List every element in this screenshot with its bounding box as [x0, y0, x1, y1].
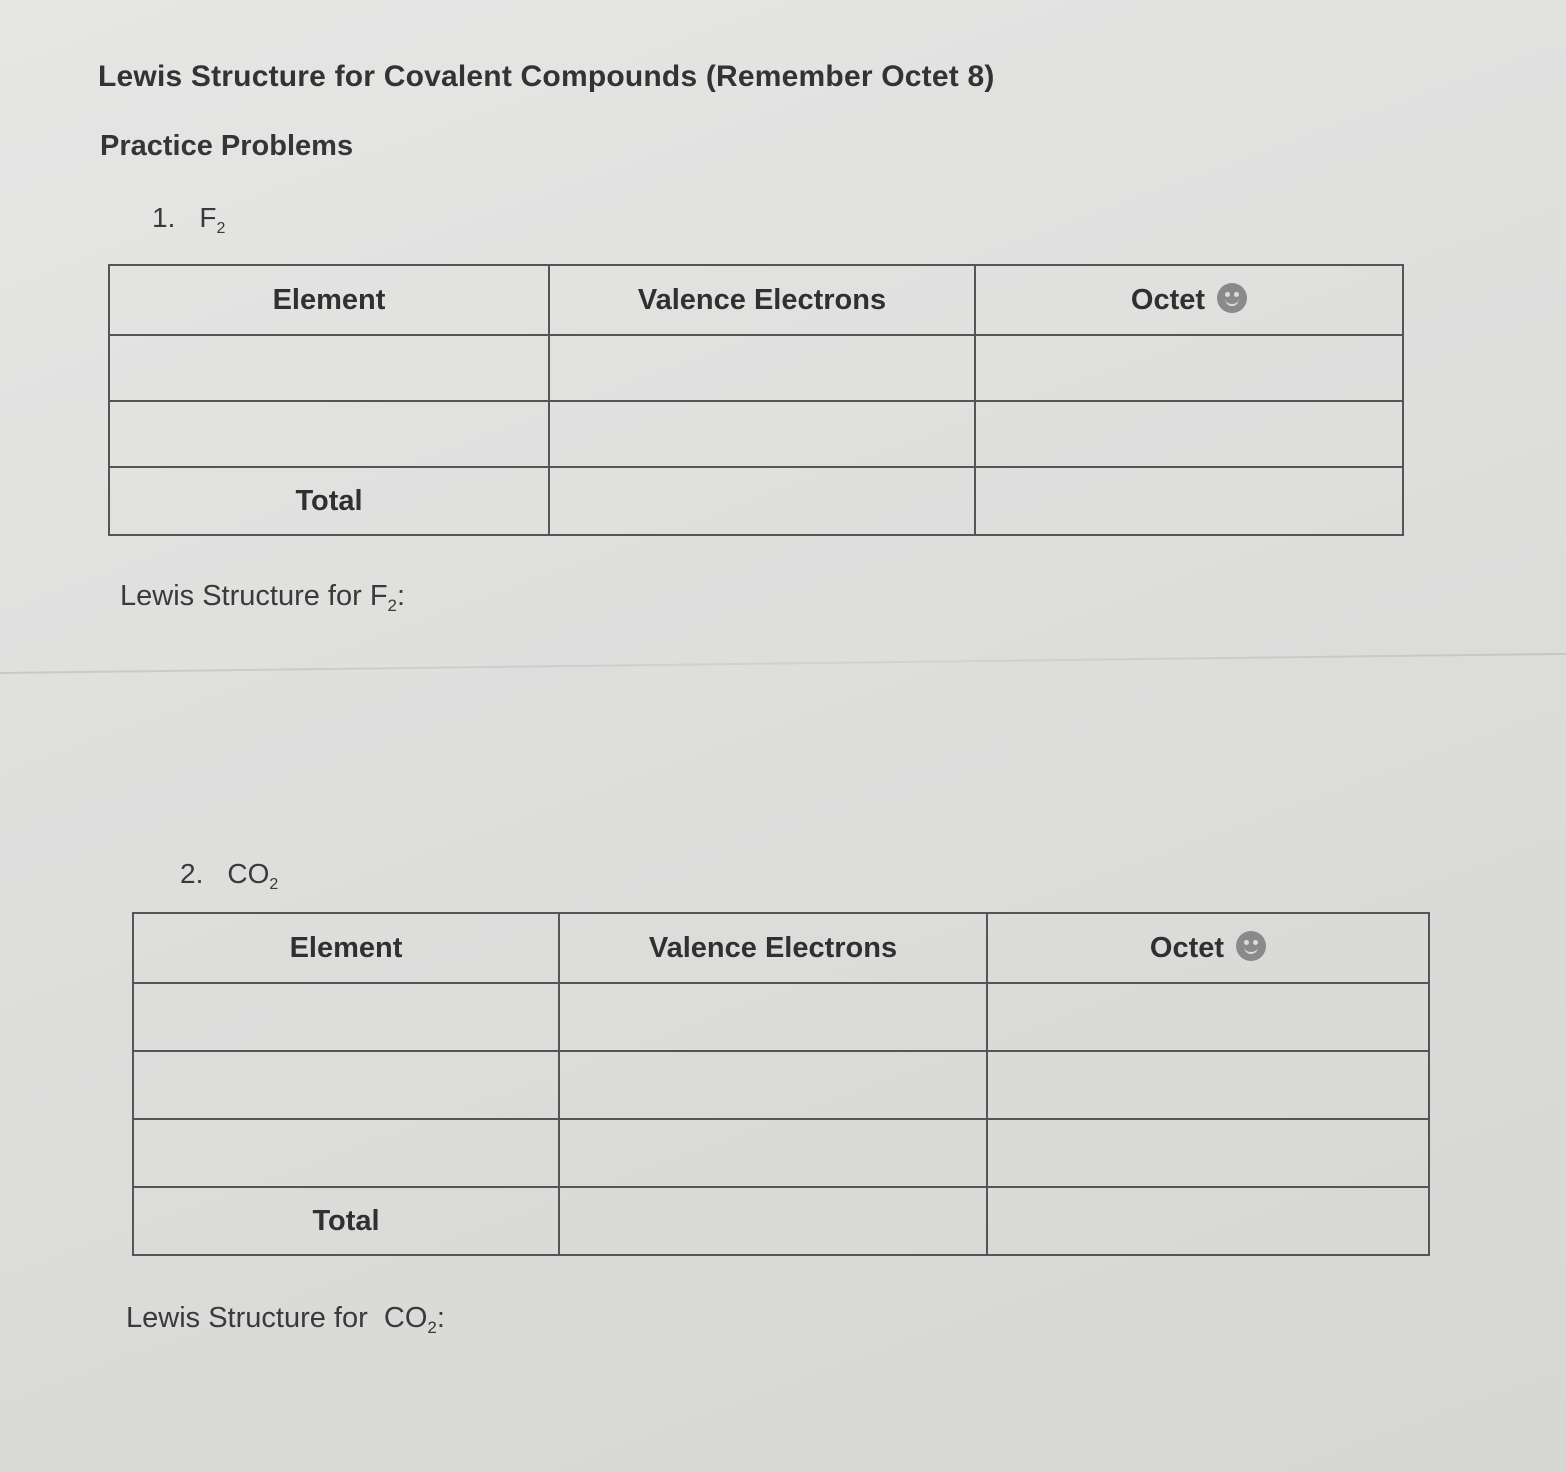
total-label: Total [133, 1187, 559, 1255]
lewis-label-text: Lewis Structure for F [120, 580, 388, 612]
header-octet-label: Octet [1130, 284, 1206, 316]
element-cell[interactable] [133, 1119, 559, 1187]
total-octet-cell[interactable] [987, 1187, 1429, 1255]
total-valence-electrons-cell[interactable] [559, 1187, 987, 1255]
problem-formula-subscript: 2 [216, 220, 226, 237]
lewis-structure-f2-label [120, 580, 405, 616]
header-octet [975, 265, 1403, 335]
lewis-label-text: Lewis Structure for CO [126, 1302, 428, 1334]
problem-1-table [108, 264, 1404, 536]
smiley-face-icon [1236, 931, 1266, 961]
practice-problems-heading: Practice Problems [100, 130, 354, 162]
valence-electrons-cell[interactable] [559, 1051, 987, 1119]
total-label: Total [109, 467, 549, 535]
header-octet-label: Octet [1149, 932, 1225, 964]
lewis-label-subscript: 2 [387, 596, 397, 615]
valence-electrons-cell[interactable] [559, 983, 987, 1051]
element-cell[interactable] [133, 983, 559, 1051]
lewis-label-subscript: 2 [427, 1318, 437, 1337]
element-cell[interactable] [109, 335, 549, 401]
lewis-label-colon: : [436, 1302, 445, 1334]
total-octet-cell[interactable] [975, 467, 1403, 535]
table-row [109, 401, 1403, 467]
total-row [109, 467, 1403, 535]
header-element: Element [109, 265, 549, 335]
problem-formula-subscript: 2 [269, 876, 279, 893]
problem-number: 1. [152, 202, 176, 233]
element-cell[interactable] [109, 401, 549, 467]
header-valence-electrons: Valence Electrons [549, 265, 975, 335]
table-row [133, 1051, 1429, 1119]
octet-cell[interactable] [987, 1119, 1429, 1187]
table-row [109, 335, 1403, 401]
paper-fold-line [0, 653, 1566, 674]
problem-2-table [132, 912, 1430, 1256]
octet-cell[interactable] [987, 983, 1429, 1051]
table-row [133, 983, 1429, 1051]
valence-electrons-cell[interactable] [559, 1119, 987, 1187]
header-valence-electrons: Valence Electrons [559, 913, 987, 983]
problem-1-label [152, 202, 225, 238]
problem-number: 2. [180, 858, 204, 889]
valence-electrons-cell[interactable] [549, 401, 975, 467]
smiley-face-icon [1217, 283, 1247, 313]
table-row [133, 1119, 1429, 1187]
octet-cell[interactable] [987, 1051, 1429, 1119]
valence-electrons-cell[interactable] [549, 335, 975, 401]
problem-2-label [180, 858, 278, 894]
table-header-row [133, 913, 1429, 983]
total-row [133, 1187, 1429, 1255]
header-octet [987, 913, 1429, 983]
problem-formula: CO [227, 858, 270, 889]
total-valence-electrons-cell[interactable] [549, 467, 975, 535]
lewis-structure-co2-label [126, 1302, 445, 1338]
header-element: Element [133, 913, 559, 983]
problem-formula: F [199, 202, 217, 233]
table-header-row [109, 265, 1403, 335]
octet-cell[interactable] [975, 401, 1403, 467]
lewis-label-colon: : [397, 580, 406, 612]
octet-cell[interactable] [975, 335, 1403, 401]
worksheet-title: Lewis Structure for Covalent Compounds (Remember Octet 8) [98, 60, 995, 93]
element-cell[interactable] [133, 1051, 559, 1119]
